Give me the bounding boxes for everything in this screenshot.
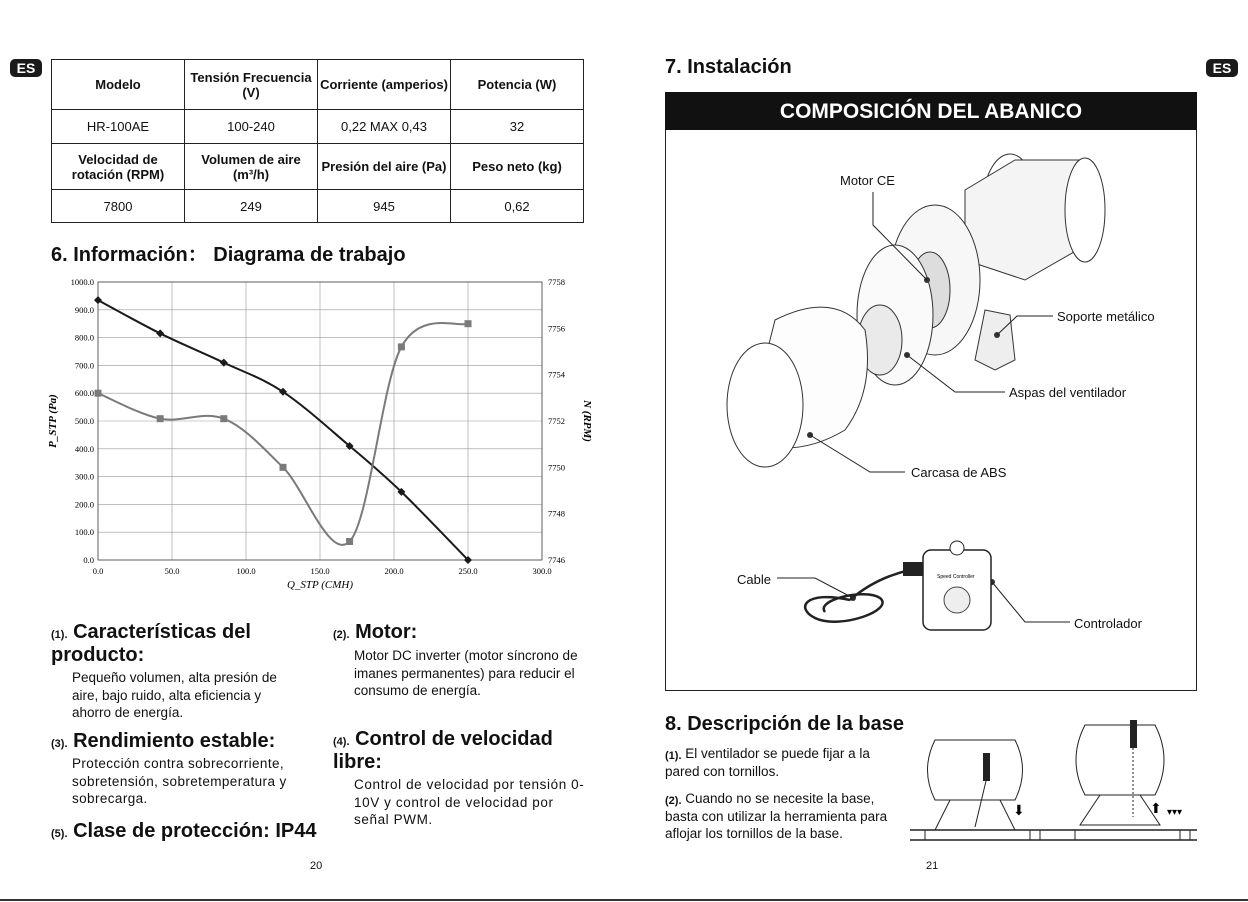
front-shell-inlet bbox=[727, 343, 803, 467]
rear-housing-outlet bbox=[1065, 158, 1105, 262]
data-point-square bbox=[346, 538, 353, 545]
feature-3-title bbox=[51, 730, 311, 753]
feature-1-number: (1). bbox=[51, 629, 68, 641]
callout-soporte: Soporte metálico bbox=[1057, 309, 1155, 324]
fan-right-shape bbox=[1076, 725, 1164, 795]
y-tick-label: 700.0 bbox=[74, 360, 94, 371]
x-axis-label: Q_STP (CMH) bbox=[286, 579, 354, 591]
section-7-title: 7. Instalación bbox=[665, 56, 792, 78]
feature-4-body: Control de velocidad por tensión 0-10V y control de velocidad por señal PWM. bbox=[354, 777, 585, 827]
page-number-right: 21 bbox=[926, 860, 939, 872]
callout-motor: Motor CE bbox=[840, 173, 895, 188]
spec-table bbox=[51, 59, 584, 223]
data-point-diamond bbox=[94, 296, 102, 304]
data-point-square bbox=[157, 415, 164, 422]
callout-carcasa: Carcasa de ABS bbox=[911, 465, 1007, 480]
y-axis-label: P_STP (Pa) bbox=[47, 394, 59, 448]
leader-controlador bbox=[992, 582, 1070, 622]
y2-tick-label: 7754 bbox=[548, 369, 565, 380]
y-tick-label: 1000.0 bbox=[70, 277, 94, 287]
data-point-square bbox=[398, 343, 405, 350]
spec-value-row-1 bbox=[52, 110, 584, 144]
x-tick-label: 300.0 bbox=[532, 566, 552, 576]
metal-bracket-shape bbox=[975, 310, 1015, 370]
base-item-1-text: El ventilador se puede fijar a la pared con tornillos. bbox=[665, 746, 870, 779]
arrow-up-icon: ⬆ bbox=[1150, 800, 1162, 816]
y2-tick-label: 7758 bbox=[548, 277, 565, 287]
feature-3-heading: Rendimiento estable: bbox=[73, 730, 276, 752]
series-line-2 bbox=[98, 323, 468, 545]
section-8-title: 8. Descripción de la base bbox=[665, 713, 904, 735]
spec-value-cell: HR-100AE bbox=[52, 110, 185, 144]
feature-2-body: Motor DC inverter (motor síncrono de imanes permanentes) para reducir el consumo de energía. bbox=[354, 648, 578, 698]
feature-4-title bbox=[333, 728, 583, 774]
series-line-1 bbox=[98, 300, 468, 560]
arrow-down-icon: ⬇ bbox=[1013, 802, 1025, 818]
controller-label: Speed Controller bbox=[937, 574, 975, 580]
x-tick-label: 0.0 bbox=[92, 566, 104, 576]
data-point-diamond bbox=[156, 329, 164, 337]
data-point-square bbox=[280, 464, 287, 471]
speed-dial-shape bbox=[944, 587, 970, 613]
spec-header-cell: Corriente (amperios) bbox=[318, 60, 451, 110]
composition-banner: COMPOSICIÓN DEL ABANICO bbox=[665, 92, 1197, 130]
spec-value-cell: 249 bbox=[185, 190, 318, 223]
y-tick-label: 300.0 bbox=[74, 471, 94, 482]
spec-header-cell: Peso neto (kg) bbox=[451, 144, 584, 190]
y2-tick-label: 7748 bbox=[548, 508, 565, 519]
feature-3-body: Protección contra sobrecorriente, sobretensión, sobretemperatura y sobrecarga. bbox=[72, 756, 287, 806]
feature-2-title bbox=[333, 621, 593, 644]
feature-5-title bbox=[51, 820, 351, 843]
plug-shape bbox=[903, 562, 923, 576]
y2-tick-label: 7752 bbox=[548, 416, 565, 426]
feature-5-heading: Clase de protección: IP44 bbox=[73, 820, 317, 842]
callout-aspas: Aspas del ventilador bbox=[1009, 385, 1127, 400]
spec-header-row-2 bbox=[52, 144, 584, 190]
spec-header-cell: Velocidad de rotación (RPM) bbox=[52, 144, 185, 190]
spec-header-row-1 bbox=[52, 60, 584, 110]
spec-value-cell: 0,62 bbox=[451, 190, 584, 223]
callout-cable: Cable bbox=[737, 572, 771, 587]
y-tick-label: 100.0 bbox=[74, 527, 94, 538]
callout-controlador: Controlador bbox=[1074, 616, 1142, 631]
spec-value-cell: 7800 bbox=[52, 190, 185, 223]
fan-left-shape bbox=[928, 740, 1023, 800]
y2-tick-label: 7746 bbox=[548, 555, 565, 565]
base-item-1-number: (1). bbox=[665, 750, 682, 762]
cable-coil-shape bbox=[805, 570, 910, 622]
feature-4-number: (4). bbox=[333, 736, 350, 748]
x-tick-label: 50.0 bbox=[164, 566, 180, 576]
y-tick-label: 0.0 bbox=[83, 555, 94, 565]
performance-chart bbox=[40, 272, 610, 602]
base-item-2-number: (2). bbox=[665, 795, 682, 807]
leader-cable bbox=[777, 578, 853, 598]
spec-value-cell: 0,22 MAX 0,43 bbox=[318, 110, 451, 144]
y-tick-label: 200.0 bbox=[74, 499, 94, 510]
base-right-shape bbox=[1080, 795, 1160, 825]
section-6-title: 6. Información： Diagrama de trabajo bbox=[51, 244, 406, 266]
spec-header-cell: Potencia (W) bbox=[451, 60, 584, 110]
spec-value-cell: 945 bbox=[318, 190, 451, 223]
base-item-2-text: Cuando no se necesite la base, basta con utilizar la herramienta para aflojar los tornillos de la base. bbox=[665, 791, 888, 841]
spec-header-cell: Volumen de aire (m³/h) bbox=[185, 144, 318, 190]
spec-header-cell: Presión del aire (Pa) bbox=[318, 144, 451, 190]
y2-tick-label: 7756 bbox=[548, 323, 565, 334]
language-tag-right: ES bbox=[1206, 59, 1238, 77]
data-point-square bbox=[95, 390, 102, 397]
spec-value-cell: 100-240 bbox=[185, 110, 318, 144]
data-point-square bbox=[465, 320, 472, 327]
x-tick-label: 200.0 bbox=[384, 566, 404, 576]
base-item-2 bbox=[665, 790, 905, 843]
feature-4-heading: Control de velocidad libre: bbox=[333, 728, 553, 773]
base-item-1 bbox=[665, 745, 905, 780]
x-tick-label: 250.0 bbox=[458, 566, 478, 576]
feature-3-number: (3). bbox=[51, 738, 68, 750]
feature-1-title bbox=[51, 621, 301, 667]
x-tick-label: 100.0 bbox=[236, 566, 256, 576]
y-tick-label: 800.0 bbox=[74, 332, 94, 343]
y-tick-label: 900.0 bbox=[74, 304, 94, 315]
x-tick-label: 150.0 bbox=[310, 566, 330, 576]
feature-1-body: Pequeño volumen, alta presión de aire, bajo ruido, alta eficiencia y ahorro de energía. bbox=[72, 670, 277, 720]
y-tick-label: 400.0 bbox=[74, 443, 94, 454]
bottom-rule bbox=[0, 899, 1248, 901]
feature-5-number: (5). bbox=[51, 828, 68, 840]
feature-2-number: (2). bbox=[333, 629, 350, 641]
data-point-square bbox=[220, 415, 227, 422]
y-tick-label: 500.0 bbox=[74, 416, 94, 426]
language-tag-left: ES bbox=[10, 59, 42, 77]
fan-exploded-illustration bbox=[665, 130, 1197, 688]
screws-icon: ▾▾▾ bbox=[1167, 807, 1183, 818]
screwdriver-left bbox=[983, 753, 990, 781]
feature-2-heading: Motor: bbox=[355, 621, 418, 643]
y-tick-label: 600.0 bbox=[74, 388, 94, 399]
spec-header-cell: Tensión Frecuencia (V) bbox=[185, 60, 318, 110]
spec-header-cell: Modelo bbox=[52, 60, 185, 110]
feature-1-heading: Características del producto: bbox=[51, 621, 251, 666]
spec-value-row-2 bbox=[52, 190, 584, 223]
page-number-left: 20 bbox=[310, 860, 323, 872]
screwdriver-right bbox=[1130, 720, 1137, 748]
spec-value-cell: 32 bbox=[451, 110, 584, 144]
y2-axis-label: N (RPM) bbox=[581, 400, 593, 442]
base-mounting-illustration bbox=[905, 715, 1197, 845]
y2-tick-label: 7750 bbox=[548, 462, 565, 473]
